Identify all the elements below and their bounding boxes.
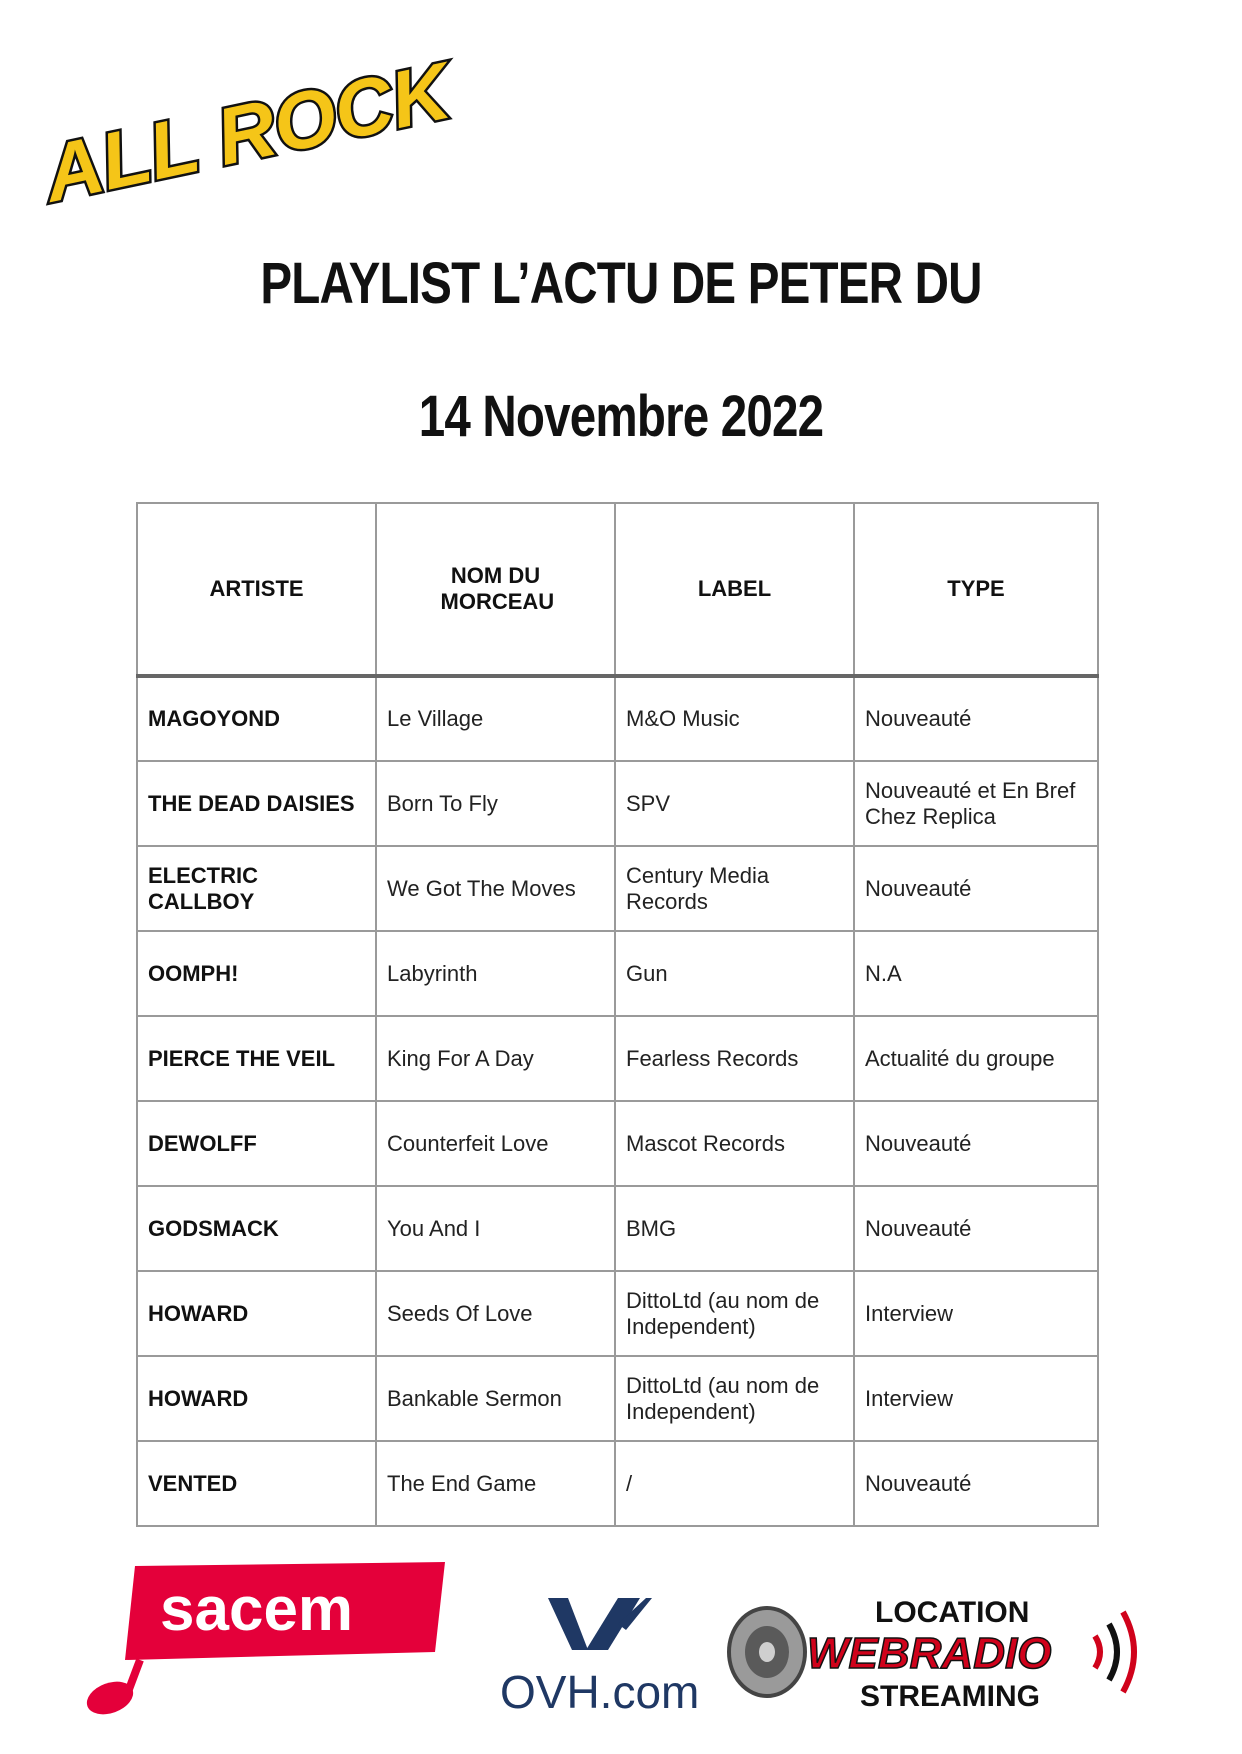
artist-cell: DEWOLFF bbox=[137, 1101, 376, 1186]
track-cell: Labyrinth bbox=[376, 931, 615, 1016]
track-cell: Seeds Of Love bbox=[376, 1271, 615, 1356]
column-header-morceau: NOM DU MORCEAU bbox=[376, 503, 615, 676]
label-cell: M&O Music bbox=[615, 676, 854, 761]
artist-cell: HOWARD bbox=[137, 1356, 376, 1441]
table-row bbox=[137, 931, 1098, 1016]
table-row bbox=[137, 761, 1098, 846]
table-row bbox=[137, 1101, 1098, 1186]
label-cell: DittoLtd (au nom de Independent) bbox=[615, 1271, 854, 1356]
table-row bbox=[137, 1186, 1098, 1271]
artist-cell: VENTED bbox=[137, 1441, 376, 1526]
table-row bbox=[137, 676, 1098, 761]
type-cell: N.A bbox=[854, 931, 1098, 1016]
type-cell: Interview bbox=[854, 1271, 1098, 1356]
speaker-icon bbox=[729, 1608, 805, 1696]
type-cell: Nouveauté bbox=[854, 676, 1098, 761]
track-cell: Bankable Sermon bbox=[376, 1356, 615, 1441]
track-cell: You And I bbox=[376, 1186, 615, 1271]
artist-cell: GODSMACK bbox=[137, 1186, 376, 1271]
ovh-logo-text: OVH.com bbox=[500, 1666, 700, 1718]
label-cell: Gun bbox=[615, 931, 854, 1016]
track-cell: Le Village bbox=[376, 676, 615, 761]
sacem-logo bbox=[80, 1560, 450, 1720]
table-row bbox=[137, 1356, 1098, 1441]
allrock-logo bbox=[34, 45, 458, 219]
table-row bbox=[137, 846, 1098, 931]
column-header-type: TYPE bbox=[854, 503, 1098, 676]
artist-cell: ELECTRIC CALLBOY bbox=[137, 846, 376, 931]
column-header-artiste: ARTISTE bbox=[137, 503, 376, 676]
webradio-line3: STREAMING bbox=[860, 1680, 1040, 1713]
sacem-logo-text: sacem bbox=[160, 1575, 354, 1644]
type-cell: Actualité du groupe bbox=[854, 1016, 1098, 1101]
playlist-table bbox=[136, 502, 1099, 1527]
label-cell: Fearless Records bbox=[615, 1016, 854, 1101]
artist-cell: HOWARD bbox=[137, 1271, 376, 1356]
artist-cell: MAGOYOND bbox=[137, 676, 376, 761]
label-cell: SPV bbox=[615, 761, 854, 846]
webradio-line2: WEBRADIO bbox=[807, 1629, 1052, 1678]
label-cell: Mascot Records bbox=[615, 1101, 854, 1186]
page-title: PLAYLIST L’ACTU DE PETER DU bbox=[260, 251, 982, 316]
track-cell: The End Game bbox=[376, 1441, 615, 1526]
type-cell: Interview bbox=[854, 1356, 1098, 1441]
label-cell: Century Media Records bbox=[615, 846, 854, 931]
type-cell: Nouveauté bbox=[854, 1441, 1098, 1526]
artist-cell: OOMPH! bbox=[137, 931, 376, 1016]
page-date: 14 Novembre 2022 bbox=[418, 384, 824, 449]
signal-waves-icon bbox=[1095, 1612, 1134, 1692]
type-cell: Nouveauté bbox=[854, 1186, 1098, 1271]
column-header-label: LABEL bbox=[615, 503, 854, 676]
table-header-row bbox=[137, 503, 1098, 676]
artist-cell: PIERCE THE VEIL bbox=[137, 1016, 376, 1101]
track-cell: Counterfeit Love bbox=[376, 1101, 615, 1186]
webradio-line1: LOCATION bbox=[875, 1596, 1030, 1629]
label-cell: / bbox=[615, 1441, 854, 1526]
type-cell: Nouveauté bbox=[854, 846, 1098, 931]
type-cell: Nouveauté bbox=[854, 1101, 1098, 1186]
track-cell: King For A Day bbox=[376, 1016, 615, 1101]
table-row bbox=[137, 1441, 1098, 1526]
artist-cell: THE DEAD DAISIES bbox=[137, 761, 376, 846]
ovh-logo bbox=[500, 1590, 700, 1720]
table-row bbox=[137, 1271, 1098, 1356]
type-cell: Nouveauté et En Bref Chez Replica bbox=[854, 761, 1098, 846]
track-cell: Born To Fly bbox=[376, 761, 615, 846]
label-cell: BMG bbox=[615, 1186, 854, 1271]
table-row bbox=[137, 1016, 1098, 1101]
label-cell: DittoLtd (au nom de Independent) bbox=[615, 1356, 854, 1441]
webradio-logo bbox=[725, 1580, 1165, 1720]
track-cell: We Got The Moves bbox=[376, 846, 615, 931]
allrock-logo-text: ALL ROCK bbox=[36, 45, 458, 219]
